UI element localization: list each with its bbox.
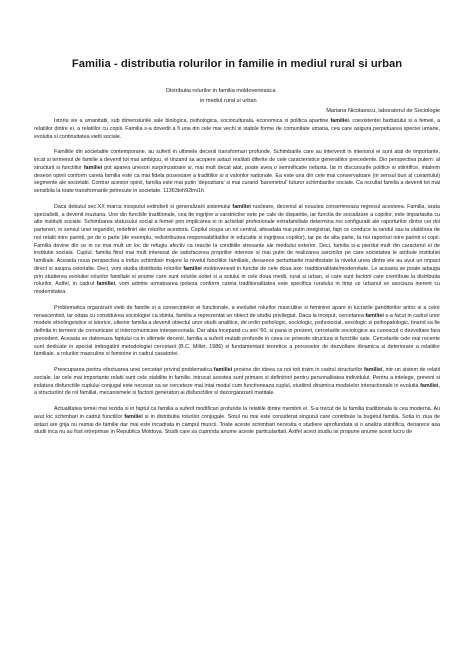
subtitle-line-2: in mediul rural si urban	[200, 98, 257, 104]
paragraph-3: Daca debutul sec.XX marca inceputul extinderii si generalizarii sistemului familiei nucleare, deceniul al nouulea consemneaza regresul acesteea. Familia, arata specialistii, a devenit inuziana. Une din functiile traditionale, cea de ingrijire a varstnicilor este pe cale de disparitie, iar functia de socializare a copiilor, este impartasita cu alte institutii sociale. Schimbarea statusului social a femeii prin implicarea ei in activitati profesionale extrafamiliale determina noi configuratii ale raporturilor dintre cei doi parteneri, in sensul unei regandiri, redefiniri ale rolurilor acestora. Copilul ocupa un rol central, alteadata mai putin inregistrat, fapt ce conduce la randul sau la stabilirea de noi relatii intre parinti, pe de o parte (de exemplu, redistribuirea responsabilitatilor in educatie si ingrijirea copiilor), iar pe de alta parte, la noi raporturi intre parinti si copii. Familia devine din ce in ce mai mult un loc de refugiu afectiv ca reactie la conditiile stresante ale mediului exterior. Deci, familia si-a pierdut mult din caracterul ei de institutie sociala. Cuplul, familia fiind mai mult interesat de satisfacerea propriilor interese si mai putin de realizarea sarcinilor pe care societatea le atribuie institutiei familiale. Aceasta noua perspectiva a indus schimbari majore la nivelul functiilor familiale, deoarece perturbarile manifestate la nivelul unea dintre ele au avut un impact direct si asupra celorlalte. Deci, vom studia distributia rolurilor familiei moldovenesti in functie de cele doua axe: traditionalitate/modernitate. Le aceasta se poate adauga prin studierea evolutiei rolurilor familiale si anume care sunt rolurile sotiei si a sotului in cele doua medii, rural si urban, si care sunt factorii care contribuie la distributia rolurilor. Astfel, in cadrul familiei, vom admite urmatoarea ipoteza conform careia traditionalitatea este specifica ruralului in timp ce urbanul se asociaza inerent cu modernitatea.	[34, 203, 441, 295]
paragraph-1: Istoria vie a umanitatii, sub dimensiunile sale biologica, psihologica, socioculturala, economica si politica apartine familiei, coexistentei barbatului si a femeii, a relatiilor dintre ei, a relatiilor cu copiii. Familia s-a dovedit a fi una din cele mai vechi si stabile forme de comunitate umana, cea care asigura perpetuarea speciei umane, evolutia si continuitatea vietii sociale.	[34, 118, 440, 140]
paragraph-2: Familiile din societatile contemporane, au suferit in ultimele decenii transformari profunde. Schimbarile care au intervenit in interiorul ei sunt atat de importante, incat si termenul de familie a devenit tot mai ambiguu, el tinzand sa acopere astazi realitati diferite de cele caracteristice generatiilor precedente. Din perspectiva putem: al structurii si functiilor familiei pot aparea unesori surprinzatoare si, mai mult decat atat, poate avea o semnificatie nefasta. Iar in discursurile politice si stiintifice, intalnim deseori opinii conform careia familia este ca mai fidela posesoare a traditiilor si a valorilor nationale. Ea este una din cele mai conservatoare (in sensul bun al cuvantului) segmente ale societatii. Contrar acestor opinii, familia este mai putin 'depozitara' si mai curand 'barometrul' tuturor schimbarilor sociale. Ca rezultat familia a devenit tot mai sensibila la toate transformarile petrecute in societate. 11363toh92lmi1h	[34, 149, 440, 194]
author-line: Mariana Nicolaescu, laboratorul de Sociologie	[326, 108, 440, 114]
paragraph-4: Problematica organizarii vietii de familie si a consecintelor ei functionale, a evolutiei rolurilor masculine si feminine apare in lucrarile ganditorilor antici si a celor renascentisti, iar odata cu constituirea sociologiei ca stiinta, familia a reprezentat un obiect de studiu privilegiat. Daca la inceput, cercetarea familiei s-a facut in cadrul unor modele etnolingvistice si istorice, ulterior familia a devenit obiectul unor studii analitice, de ordin psihologic, sociologic, psihosocial, sexologic si psihopatologic, tinand sa fie definita in termeni de comunicare si intercomunicare interpersonala. Dar abia incepand cu anii '60, si pana in prezent, cercetarile sociologice au cunoscut o dezvoltare fara precedent. Aceasta se datoreaza faptului ca in ultimele decenii, familia a suferit mutatii profunde in ceea ce priveste structura si functiile sale. Cercetarile cele mai recente sunt dedicate in special imbogatirii metodologiei cercetarii (B.C. Miller, 1986) si fundamentarii teoretice a proceselor de dezvoltare dinamica si deteriorare a relatiilor familiale, a rolurilor masculine si feminine in cadrul casatoriei.	[34, 304, 440, 358]
document-title: Familia - distributia rolurilor in familie in mediul rural si urban	[71, 58, 403, 70]
subtitle-line-1: Distributia rolurilor in familia moldoveneasca	[166, 88, 276, 94]
paragraph-5: Preocuparea pentru efectuarea unei cercetari privind problematica familiei provine din ideea ca noi toti traim in cadrul structurilor familiei, intr-un sistem de relatii sociale. Iar cele mai importante relatii sunt cele stabilite in familie, intrucat acestea sunt primare si definitorii pentru personalitatea individului. Pentru a intelege, preveni si indatura disfunctiile cuplului conjugal este necesar sa se cerceteze mai intai modul cum functioneaza cuplul, studiind dinamica modelelor interactionale in evolutia familiei, a structurilor de rol familial, mecanismele si factorii generatori ai disfunctiilor si dezorganizarii maritale.	[34, 367, 440, 397]
paragraph-6: Actualitatea temei mai rezida si in faptul ca familia a suferit modificari profunde la relatiile dintre membrii ei. S-a trecut de la familia traditionala la cea moderna. Au avut loc schimbari in cadrul functiilor familiei si in distributia rolurilor conjugale. Sotul nu mai este considerat singurul care contribuie la bugetul familia. Sotia in ziua de astazi are grija nu numai de familie dar mai este incadrata in campul muncii. Toate aceste schimbari necesita o studiere aprofundata si o analiza stiintifica, deoarece asa studii inca nu au fost intreprinse in Republica Moldova. Studii care sa cuprinda anume aceste particularitati. Astfel acest studiu isi propune anume acest lucru de	[34, 406, 440, 436]
